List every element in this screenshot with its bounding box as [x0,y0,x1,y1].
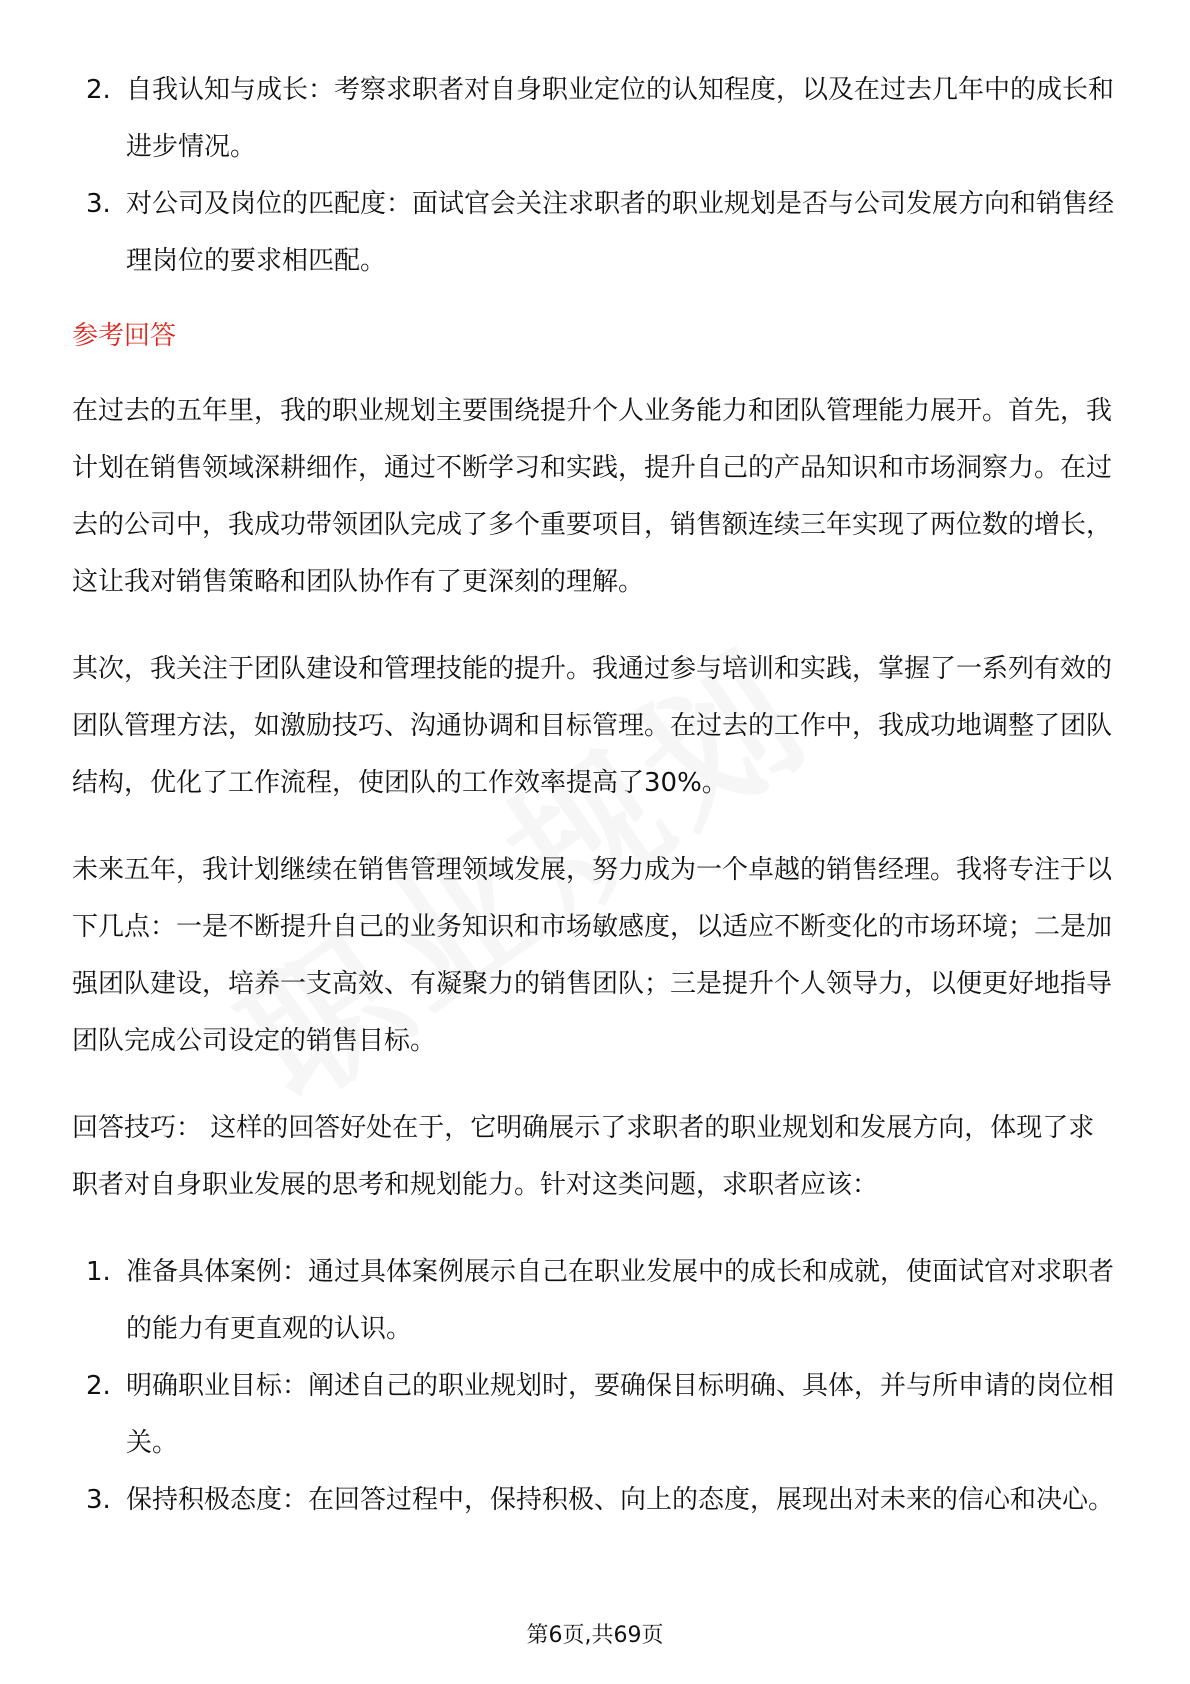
page-content [72,62,1117,1529]
evaluation-points-list [72,62,1117,290]
list-item-text: 准备具体案例：通过具体案例展示自己在职业发展中的成长和成就，使面试官对求职者的能力有更直观的认识。 [126,1257,1115,1344]
paragraph: 其次，我关注于团队建设和管理技能的提升。我通过参与培训和实践，掌握了一系列有效的团队管理方法，如激励技巧、沟通协调和目标管理。在过去的工作中，我成功地调整了团队结构，优化了工作流程，使团队的工作效率提高了30%。 [72,654,1113,798]
list-item-text: 对公司及岗位的匹配度：面试官会关注求职者的职业规划是否与公司发展方向和销售经理岗位的要求相匹配。 [126,189,1115,276]
paragraph: 在过去的五年里，我的职业规划主要围绕提升个人业务能力和团队管理能力展开。首先，我计划在销售领域深耕细作，通过不断学习和实践，提升自己的产品知识和市场洞察力。在过去的公司中，我成功带领团队完成了多个重要项目，销售额连续三年实现了两位数的增长，这让我对销售策略和团队协作有了更深刻的理解。 [72,396,1113,597]
list-item-text: 自我认知与成长：考察求职者对自身职业定位的认知程度，以及在过去几年中的成长和进步情况。 [126,75,1115,162]
list-item-number: 3. [86,189,111,219]
list-item-number: 3. [86,1485,111,1515]
list-item-number: 1. [86,1257,111,1287]
page-footer [0,1618,1190,1649]
list-item-number: 2. [86,1371,111,1401]
answer-tips-list [72,1244,1117,1529]
list-item-number: 2. [86,75,111,105]
list-item-text: 保持积极态度：在回答过程中，保持积极、向上的态度，展现出对未来的信心和决心。 [126,1485,1115,1515]
list-item [72,176,1117,290]
paragraph: 未来五年，我计划继续在销售管理领域发展，努力成为一个卓越的销售经理。我将专注于以下几点：一是不断提升自己的业务知识和市场敏感度，以适应不断变化的市场环境；二是加强团队建设，培养一支高效、有凝聚力的销售团队；三是提升个人领导力，以便更好地指导团队完成公司设定的销售目标。 [72,855,1113,1056]
page-number: 第6页,共69页 [526,1623,664,1648]
paragraph: 回答技巧： 这样的回答好处在于，它明确展示了求职者的职业规划和发展方向，体现了求职者对自身职业发展的思考和规划能力。针对这类问题，求职者应该： [72,1113,1095,1200]
list-item [72,1472,1117,1529]
list-item-text: 明确职业目标：阐述自己的职业规划时，要确保目标明确、具体，并与所申请的岗位相关。 [126,1371,1115,1458]
list-item [72,1244,1117,1358]
section-heading: 参考回答 [72,321,177,351]
list-item [72,1358,1117,1472]
list-item [72,62,1117,176]
